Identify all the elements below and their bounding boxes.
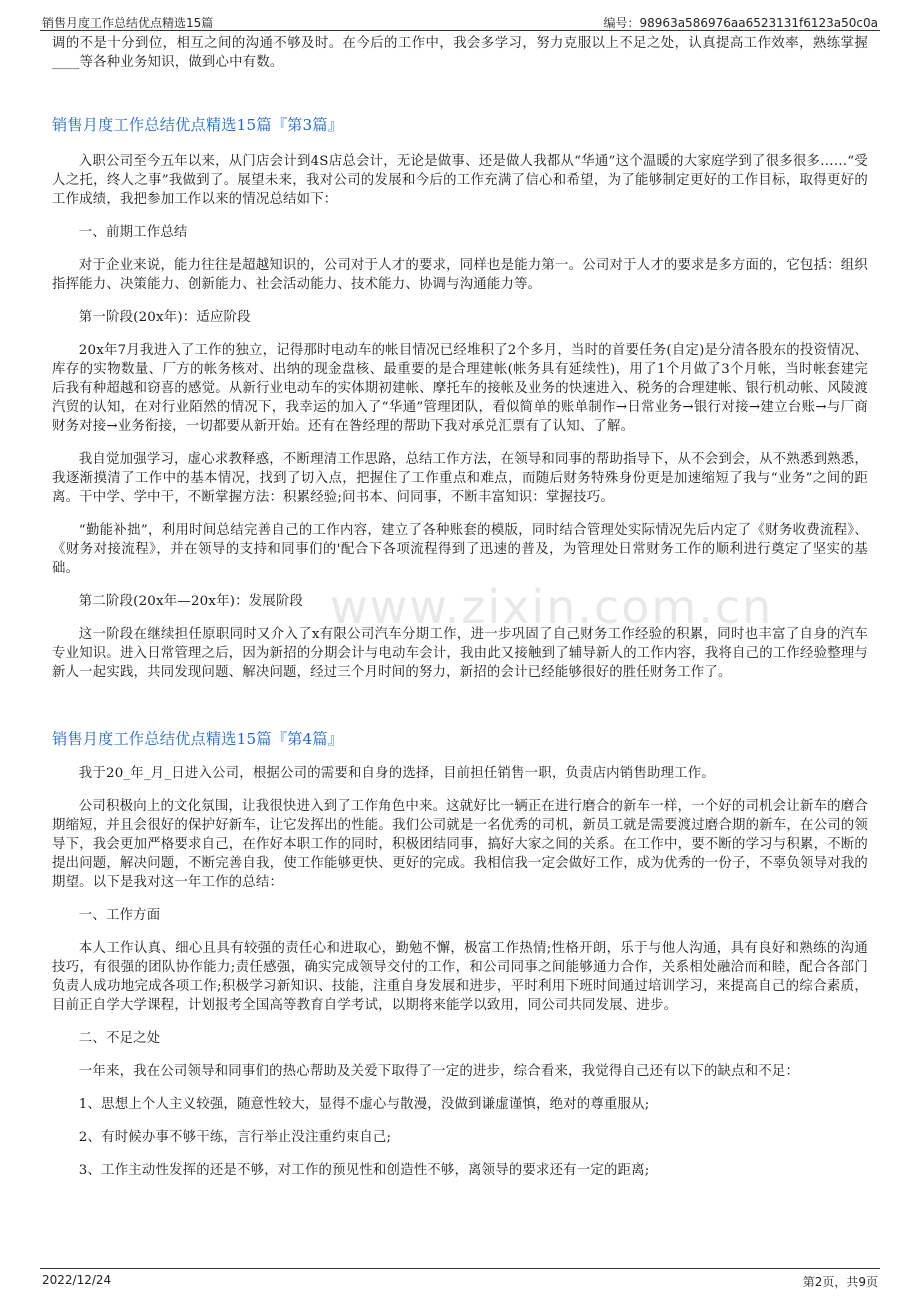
header-doc-id: 编号：98963a586976aa6523131f6123a50c0a [603,16,878,30]
s3-heading-early-work: 一、前期工作总结 [78,225,188,240]
s3-paragraph: 这一阶段在继续担任原职同时又介入了x有限公司汽车分期工作，进一步巩固了自己财务工作经验的积累，同时也丰富了自身的汽车专业知识。进入日常管理之后，因为新招的分期会计与电动车会计，我由此又接触到了辅导新人的工作内容，我将自己的工作经验整理与新人一起实践，共同发现问题、解决问题，经过三个月时间的努力，新招的会计已经能够很好的胜任财务工作了。 [52,627,868,680]
intro-paragraph: 调的不是十分到位，相互之间的沟通不够及时。在今后的工作中，我会多学习，努力克服以上不足之处，认真提高工作效率，熟练掌握____等各种业务知识，做到心中有数。 [52,36,868,70]
section-4-title: 销售月度工作总结优点精选15篇『第4篇』 [52,730,344,748]
s4-paragraph: 本人工作认真、细心且具有较强的责任心和进取心，勤勉不懈，极富工作热情;性格开朗，乐于与他人沟通，具有良好和熟练的沟通技巧，有很强的团队协作能力;责任感强，确实完成领导交付的工作，和公司同事之间能够通力合作，关系相处融洽而和睦，配合各部门负责人成功地完成各项工作;积极学习新知识、技能，注重自身发展和进步，平时利用下班时间通过培训学习，来提高自己的综合素质，目前正自学大学课程，计划报考全国高等教育自学考试，以期将来能学以致用，同公司共同发展、进步。 [52,941,868,1013]
footer-date: 2022/12/24 [42,1273,112,1287]
s4-paragraph: 我于20_年_月_日进入公司，根据公司的需要和自身的选择，目前担任销售一职，负责店内销售助理工作。 [78,766,715,781]
s3-paragraph: 对于企业来说，能力往往是超越知识的，公司对于人才的要求，同样也是能力第一。公司对于人才的要求是多方面的，它包括：组织指挥能力、决策能力、创新能力、社会活动能力、技术能力、协调与沟通能力等。 [52,258,868,292]
page-footer [40,1268,880,1293]
s3-paragraph: 我自觉加强学习，虚心求教释惑，不断理清工作思路，总结工作方法，在领导和同事的帮助指导下，从不会到会，从不熟悉到熟悉，我逐渐摸清了工作中的基本情况，找到了切入点，把握住了工作重点和难点，而随后财务特殊身份更是加速缩短了我与“业务”之间的距离。干中学、学中干，不断掌握方法：积累经验;问书本、问同事，不断丰富知识：掌握技巧。 [52,452,868,505]
s4-paragraph: 公司积极向上的文化氛围，让我很快进入到了工作角色中来。这就好比一辆正在进行磨合的新车一样，一个好的司机会让新车的磨合期缩短，并且会很好的保护好新车，让它发挥出的性能。我们公司就是一名优秀的司机，新员工就是需要渡过磨合期的新车，在公司的领导下，我会更加严格要求自己，在作好本职工作的同时，积极团结同事，搞好大家之间的关系。在工作中，要不断的学习与积累，不断的提出问题，解决问题，不断完善自我，使工作能够更快、更好的完成。我相信我一定会做好工作，成为优秀的一份子，不辜负领导对我的期望。以下是我对这一年工作的总结： [52,799,868,890]
s3-heading-stage-1: 第一阶段(20x年)：适应阶段 [78,310,251,325]
s3-paragraph: “勤能补拙”，利用时间总结完善自己的工作内容，建立了各种账套的模版，同时结合管理处实际情况先后内定了《财务收费流程》、《财务对接流程》，并在领导的支持和同事们的'配合下各项流程得到了迅速的普及，为管理处日常财务工作的顺利进行奠定了坚实的基础。 [52,523,868,576]
section-3-title: 销售月度工作总结优点精选15篇『第3篇』 [52,116,344,134]
watermark: www.zixin.com.cn [330,580,774,634]
s4-heading-work: 一、工作方面 [78,908,161,923]
document-body [52,34,868,1194]
footer-page-number: 第2页，共9页 [802,1275,878,1289]
s4-list-item: 1、思想上个人主义较强，随意性较大，显得不虚心与散漫，没做到谦虚谨慎，绝对的尊重服从; [78,1097,650,1112]
page-header [40,10,880,31]
s3-heading-stage-2: 第二阶段(20x年—20x年)：发展阶段 [78,594,304,609]
s4-list-item: 2、有时候办事不够干练，言行举止没注重约束自己; [78,1130,392,1145]
header-title: 销售月度工作总结优点精选15篇 [42,16,214,30]
s3-paragraph: 20x年7月我进入了工作的独立，记得那时电动车的帐目情况已经堆积了2个多月，当时的首要任务(自定)是分清各股东的投资情况、库存的实物数量、厂方的帐务核对、出纳的现金盘核、最重要的是合理建帐(帐务具有延续性)，用了1个月做了3个月帐，当时帐套建完后我有种超越和窃喜的感觉。从新行业电动车的实体期初建帐、摩托车的接帐及业务的快速进入、税务的合理建帐、银行机动帐、风陵渡汽贸的认知，在对行业陌然的情况下，我幸运的加入了“华通”管理团队，看似简单的账单制作→日常业务→银行对接→建立台账→与厂商财务对接→业务衔接，一切都要从新开始。还有在昝经理的帮助下我对承兑汇票有了认知、了解。 [52,343,868,434]
s3-paragraph: 入职公司至今五年以来，从门店会计到4S店总会计，无论是做事、还是做人我都从“华通”这个温暖的大家庭学到了很多很多……“受人之托，终人之事”我做到了。展望未来，我对公司的发展和今后的工作充满了信心和希望，为了能够制定更好的工作目标，取得更好的工作成绩，我把参加工作以来的情况总结如下： [52,154,868,207]
s4-heading-shortcomings: 二、不足之处 [78,1031,161,1046]
s4-list-item: 3、工作主动性发挥的还是不够，对工作的预见性和创造性不够，离领导的要求还有一定的距离; [78,1163,650,1178]
s4-paragraph: 一年来，我在公司领导和同事们的热心帮助及关爱下取得了一定的进步，综合看来，我觉得自己还有以下的缺点和不足： [78,1064,800,1079]
